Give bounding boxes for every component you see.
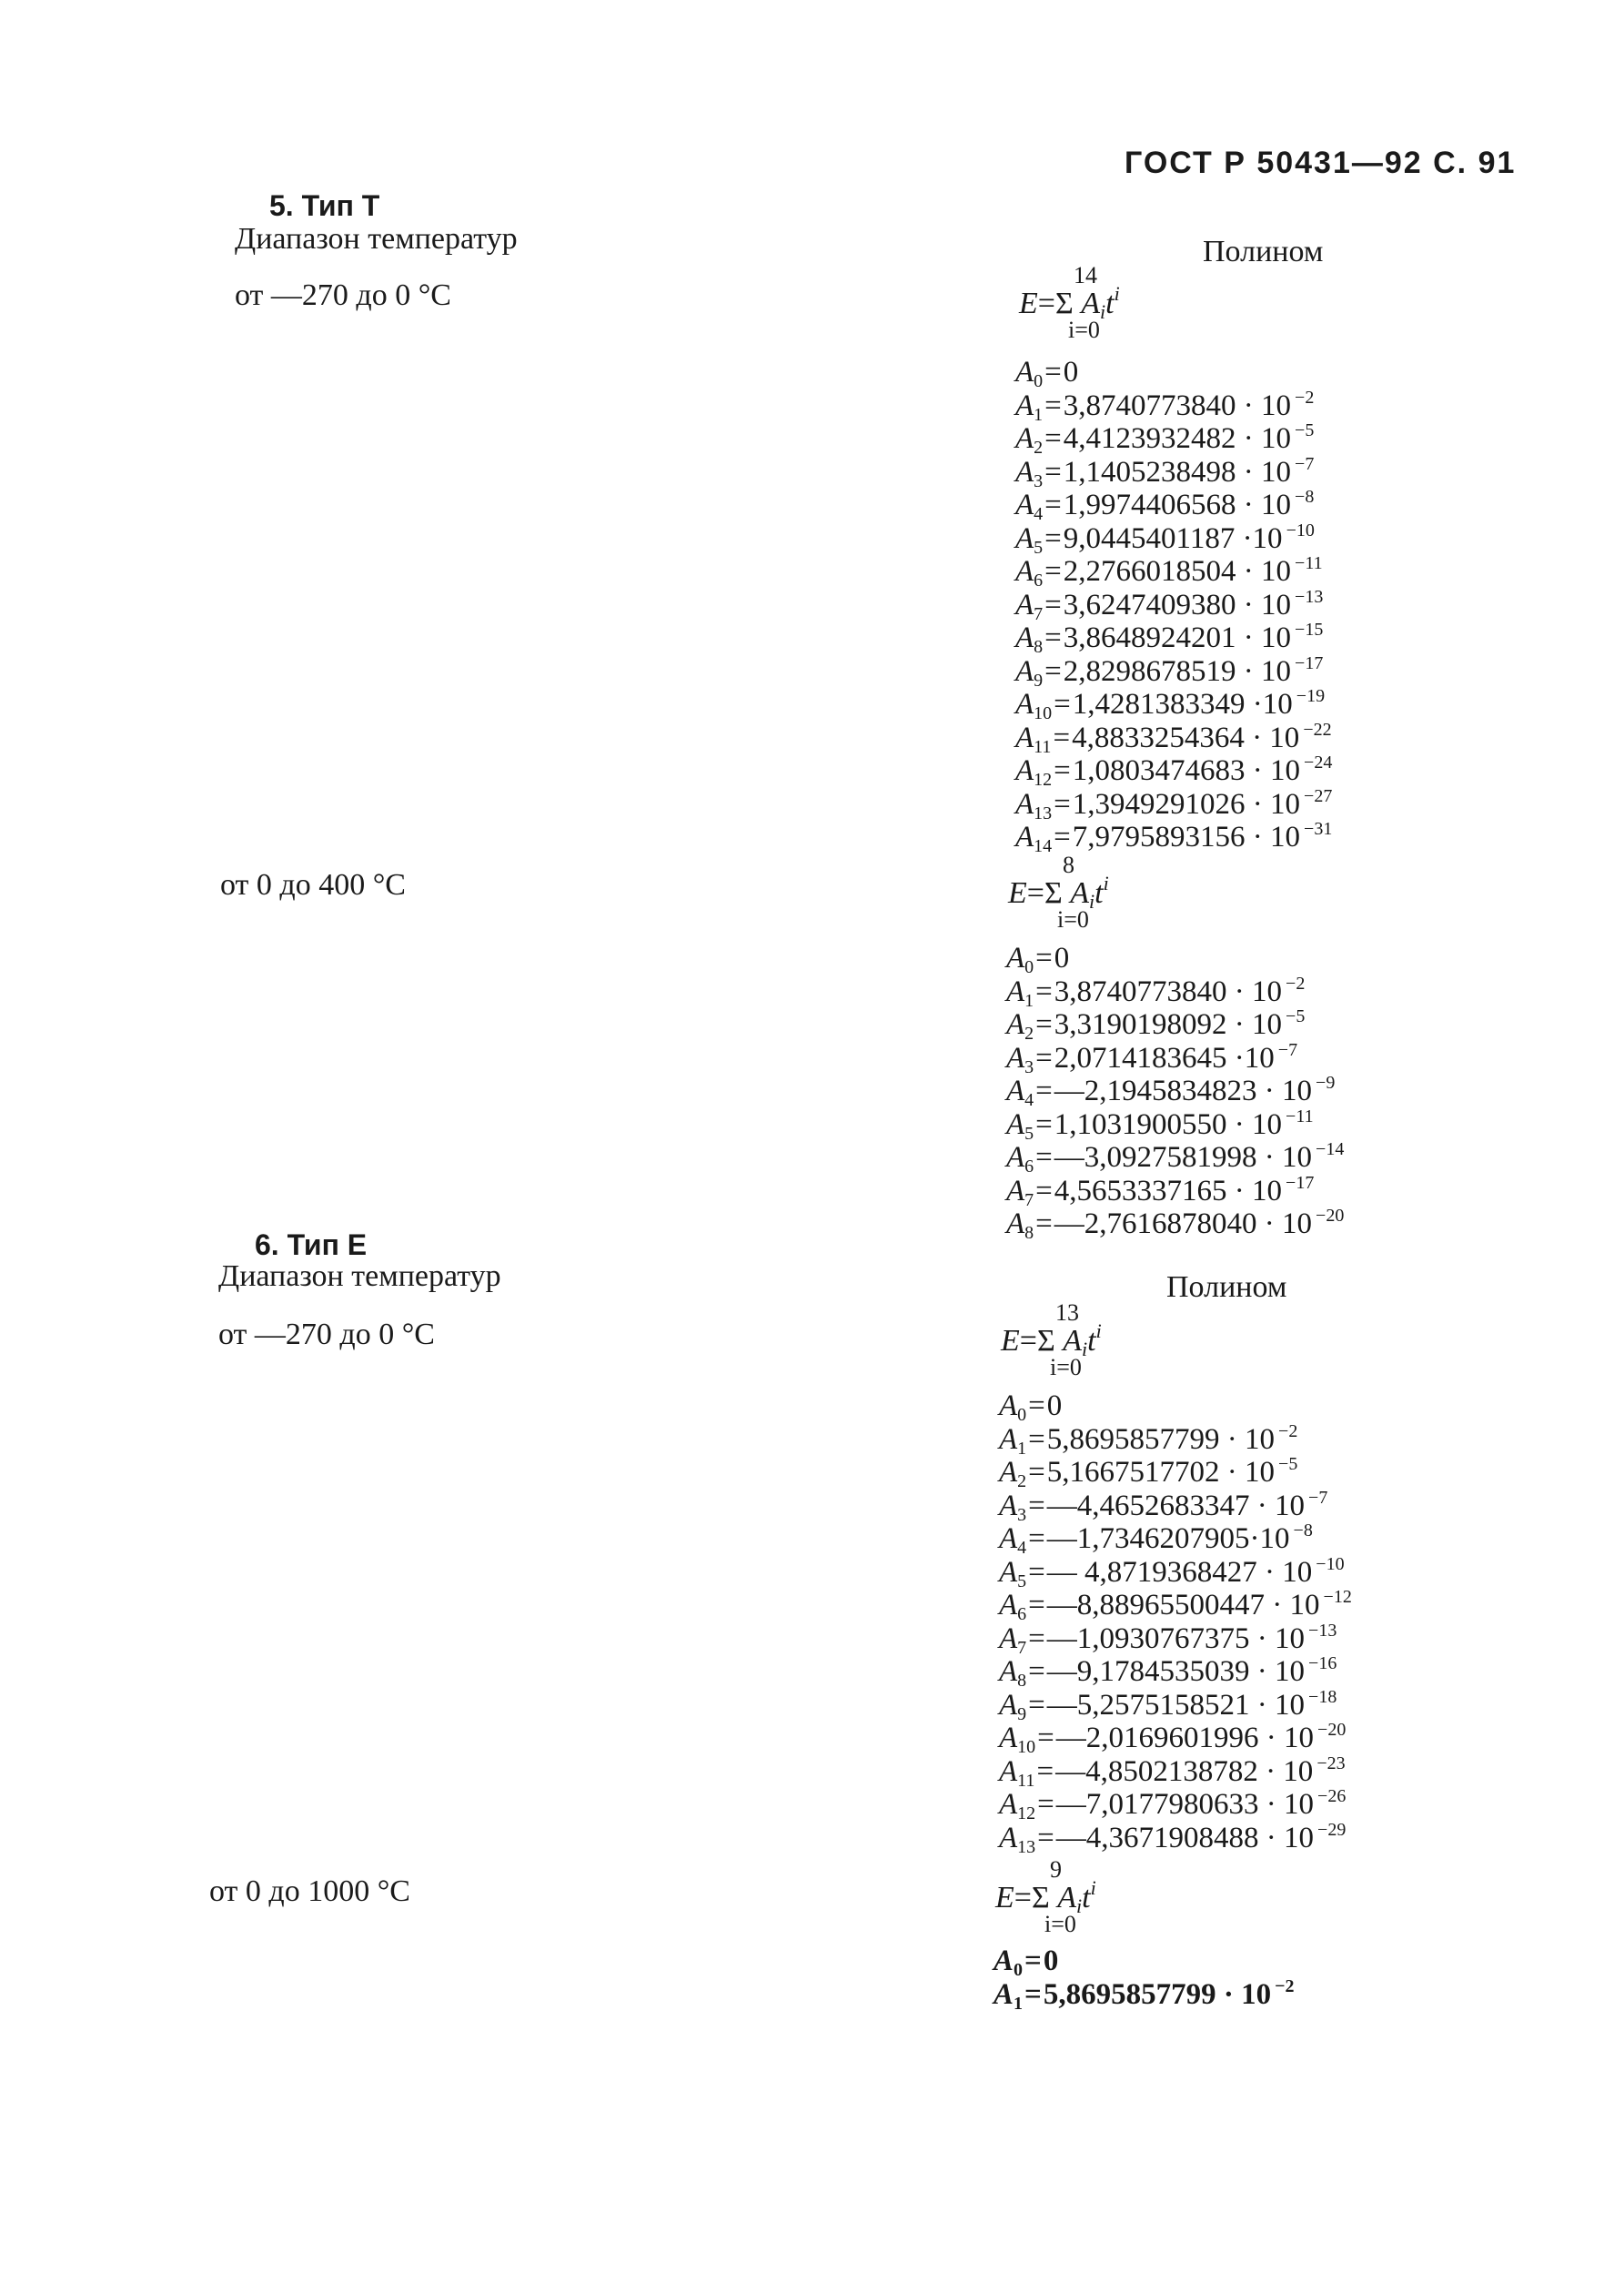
coefficient-exponent: −18 (1308, 1686, 1337, 1707)
coefficient-row: $A_1=3,8740773840 \cdot 10$ $^{-2}$ (1015, 387, 1315, 425)
coefficient-symbol: $A_1$ (999, 1422, 1027, 1459)
section-heading-type-t: 5. Тип Т (269, 189, 380, 222)
polynomial-title-type-t: Полином (1203, 235, 1324, 268)
formula-type-t-neg: 14 E=Σ $A_it^i$ i=0 (1019, 262, 1120, 343)
coefficient-value: 1,3949291026 · 10 (1072, 787, 1301, 821)
coefficient-exponent: −7 (1277, 1039, 1298, 1060)
coefficient-row: $A_1=5,8695857799 \cdot 10$ $^{-2}$ (999, 1420, 1298, 1459)
coefficient-value: 2,0714183645 ·10 (1054, 1041, 1275, 1075)
coefficient-symbol: $A_3$ (1015, 455, 1044, 491)
coefficient-symbol: $A_{11}$ (999, 1754, 1035, 1791)
coefficient-symbol: $A_5$ (1015, 521, 1044, 558)
coefficient-row: $A_{13}=1,3949291026 \cdot 10$ $^{-27}$ (1015, 785, 1333, 823)
coefficient-row: $A_8=3,8648924201 \cdot 10$ $^{-15}$ (1015, 620, 1324, 657)
coefficient-value: — 4,8719368427 · 10 (1046, 1555, 1313, 1589)
coefficient-exponent: −2 (1295, 387, 1315, 408)
coefficient-symbol: $A_4$ (1006, 1075, 1034, 1110)
coefficient-symbol: $A_7$ (1006, 1174, 1034, 1210)
coefficient-row: $A_8=—2,7616878040 \cdot 10$ $^{-20}$ (1006, 1206, 1345, 1243)
coefficient-row: $A_4=—2,1945834823 \cdot 10$ $^{-9}$ (1006, 1073, 1336, 1110)
coefficient-value: 0 (1063, 356, 1079, 389)
coefficient-row: $A_4=—1,7346207905\cdot 10$ $^{-8}$ (999, 1520, 1313, 1558)
coefficient-exponent: −19 (1296, 686, 1326, 706)
coefficient-value: 2,8298678519 · 10 (1063, 654, 1292, 688)
coefficient-exponent: −17 (1295, 652, 1324, 673)
coefficient-row: $A_3=—4,4652683347 \cdot 10$ $^{-7}$ (999, 1487, 1328, 1525)
coefficient-exponent: −31 (1304, 819, 1333, 839)
coefficient-row: $A_9=2,8298678519 \cdot 10$ $^{-17}$ (1015, 652, 1324, 691)
coefficient-row: $A_{12}=—7,0177980633 \cdot 10$ $^{-26}$ (999, 1786, 1347, 1823)
coefficient-value: 3,6247409380 · 10 (1063, 588, 1292, 621)
coefficient-value: 0 (1054, 942, 1070, 975)
coefficient-exponent: −11 (1286, 1106, 1314, 1126)
coefficient-row: $A_0=0$ (994, 1945, 1059, 1980)
coefficient-value: 1,1405238498 · 10 (1063, 455, 1292, 489)
coefficient-symbol: $A_1$ (994, 1977, 1024, 2014)
formula-type-e-pos: 9 E=Σ $A_it^i$ i=0 (995, 1856, 1096, 1937)
coefficient-value: —4,8502138782 · 10 (1055, 1754, 1314, 1788)
coefficient-symbol: $A_{10}$ (999, 1722, 1036, 1757)
coefficient-row: $A_4=1,9974406568 \cdot 10$ $^{-8}$ (1015, 487, 1315, 524)
coefficient-symbol: $A_7$ (1015, 588, 1044, 624)
coefficient-value: 4,4123932482 · 10 (1063, 422, 1292, 455)
coefficient-exponent: −7 (1295, 453, 1315, 474)
coefficient-value: —2,0169601996 · 10 (1055, 1722, 1315, 1754)
coefficient-symbol: $A_{11}$ (1015, 721, 1052, 757)
coefficient-exponent: −8 (1293, 1520, 1313, 1541)
range-label-type-e: Диапазон температур (218, 1259, 501, 1293)
coefficient-symbol: $A_{12}$ (1015, 754, 1053, 790)
coefficient-value: 3,8740773840 · 10 (1054, 975, 1283, 1008)
coefficient-symbol: $A_0$ (1015, 356, 1044, 391)
coefficient-list-type-t-pos (1006, 934, 1345, 1243)
range-type-e-pos: от 0 до 1000 °С (209, 1874, 410, 1908)
coefficient-value: 1,9974406568 · 10 (1063, 489, 1292, 521)
coefficient-exponent: −29 (1317, 1819, 1347, 1840)
coefficient-value: 1,1031900550 · 10 (1054, 1107, 1283, 1141)
coefficient-exponent: −5 (1278, 1454, 1298, 1474)
coefficient-symbol: $A_3$ (1006, 1041, 1034, 1077)
coefficient-symbol: $A_9$ (1015, 654, 1044, 691)
coefficient-symbol: $A_8$ (1006, 1207, 1034, 1243)
coefficient-row: $A_5=—$ 4,8719368427 · 10 $^{-10}$ (999, 1553, 1345, 1591)
coefficient-value: 3,8740773840 · 10 (1063, 389, 1292, 422)
coefficient-value: —7,0177980633 · 10 (1055, 1788, 1315, 1821)
coefficient-symbol: $A_0$ (994, 1945, 1024, 1980)
coefficient-value: —8,88965500447 · 10 (1046, 1589, 1320, 1621)
coefficient-exponent: −5 (1286, 1006, 1306, 1026)
coefficient-row: $A_0=0$ (1006, 942, 1070, 977)
coefficient-exponent: −16 (1308, 1653, 1337, 1673)
coefficient-exponent: −24 (1304, 753, 1333, 773)
coefficient-symbol: $A_6$ (1006, 1141, 1034, 1177)
range-type-e-neg: от —270 до 0 °С (218, 1318, 435, 1351)
coefficient-exponent: −2 (1286, 973, 1306, 994)
coefficient-value: 0 (1043, 1945, 1059, 1977)
coefficient-list-type-t-neg (1015, 348, 1333, 856)
coefficient-symbol: $A_{13}$ (1015, 787, 1053, 823)
coefficient-exponent: −13 (1295, 586, 1324, 607)
coefficient-exponent: −15 (1295, 620, 1324, 640)
coefficient-symbol: $A_2$ (1006, 1008, 1034, 1044)
coefficient-row: $A_5=9,0445401187 \cdot 10$ $^{-10}$ (1015, 520, 1315, 558)
page-header: ГОСТ Р 50431—92 С. 91 (1125, 146, 1517, 180)
coefficient-row: $A_{12}=1,0803474683 \cdot 10$ $^{-24}$ (1015, 753, 1333, 790)
coefficient-value: —1,7346207905·10 (1046, 1522, 1290, 1555)
coefficient-row: $A_{14}=7,9795893156 \cdot 10$ $^{-31}$ (1015, 819, 1333, 856)
coefficient-value: 3,8648924201 · 10 (1063, 621, 1292, 654)
coefficient-symbol: $A_7$ (999, 1621, 1027, 1658)
formula-type-t-pos: 8 E=Σ $A_it^i$ i=0 (1008, 852, 1109, 933)
coefficient-value: —1,0930767375 · 10 (1046, 1621, 1306, 1655)
coefficient-symbol: $A_2$ (999, 1456, 1027, 1491)
coefficient-symbol: $A_4$ (1015, 489, 1044, 524)
coefficient-row: $A_8=—9,1784535039 \cdot 10$ $^{-16}$ (999, 1653, 1337, 1691)
coefficient-exponent: −13 (1308, 1620, 1337, 1641)
coefficient-exponent: −7 (1308, 1487, 1328, 1508)
coefficient-exponent: −2 (1278, 1420, 1298, 1441)
coefficient-row: $A_2=5,1667517702 \cdot 10$ $^{-5}$ (999, 1454, 1298, 1491)
coefficient-list-type-e-neg (999, 1381, 1352, 1857)
coefficient-exponent: −22 (1303, 719, 1332, 740)
coefficient-row: $A_{10}=—2,0169601996 \cdot 10$ $^{-20}$ (999, 1720, 1347, 1757)
coefficient-value: 2,2766018504 · 10 (1063, 555, 1292, 588)
coefficient-list-type-e-pos (994, 1936, 1295, 2014)
coefficient-value: —9,1784535039 · 10 (1046, 1655, 1306, 1688)
coefficient-row: $A_{11}=4,8833254364 \cdot 10$ $^{-22}$ (1015, 719, 1332, 757)
coefficient-value: 0 (1046, 1389, 1063, 1422)
coefficient-symbol: $A_1$ (1015, 389, 1044, 425)
formula-type-e-neg: 13 E=Σ $A_it^i$ i=0 (1001, 1299, 1102, 1380)
coefficient-value: 5,8695857799 · 10 (1046, 1422, 1276, 1456)
coefficient-value: 5,8695857799 · 10 (1043, 1977, 1272, 2011)
polynomial-title-type-e: Полином (1166, 1270, 1287, 1304)
coefficient-value: —4,4652683347 · 10 (1046, 1489, 1306, 1522)
coefficient-exponent: −17 (1286, 1172, 1315, 1193)
coefficient-value: 1,0803474683 · 10 (1072, 754, 1301, 787)
coefficient-row: $A_2=4,4123932482 \cdot 10$ $^{-5}$ (1015, 420, 1315, 458)
coefficient-value: 9,0445401187 ·10 (1063, 521, 1283, 555)
coefficient-exponent: −12 (1323, 1587, 1352, 1607)
coefficient-symbol: $A_0$ (999, 1389, 1027, 1425)
coefficient-exponent: −10 (1316, 1553, 1345, 1574)
coefficient-symbol: $A_{10}$ (1015, 688, 1053, 723)
coefficient-exponent: −5 (1295, 420, 1315, 440)
coefficient-symbol: $A_{14}$ (1015, 821, 1053, 856)
coefficient-value: 3,3190198092 · 10 (1054, 1008, 1283, 1041)
coefficient-value: —2,7616878040 · 10 (1054, 1207, 1313, 1240)
coefficient-symbol: $A_9$ (999, 1688, 1027, 1724)
coefficient-value: 7,9795893156 · 10 (1072, 821, 1301, 854)
coefficient-row: $A_{10}=1,4281383349 \cdot 10$ $^{-19}$ (1015, 686, 1326, 723)
coefficient-symbol: $A_5$ (1006, 1107, 1034, 1144)
coefficient-row: $A_6=—8,88965500447 \cdot 10$ $^{-12}$ (999, 1587, 1352, 1624)
coefficient-exponent: −14 (1316, 1139, 1345, 1159)
coefficient-value: —3,0927581998 · 10 (1054, 1141, 1313, 1174)
coefficient-symbol: $A_4$ (999, 1522, 1027, 1558)
coefficient-exponent: −23 (1316, 1753, 1346, 1773)
coefficient-exponent: −8 (1295, 487, 1315, 507)
range-type-t-pos: от 0 до 400 °С (220, 868, 406, 902)
coefficient-exponent: −2 (1275, 1975, 1295, 1996)
coefficient-row: $A_{13}=—4,3671908488 \cdot 10$ $^{-29}$ (999, 1819, 1347, 1857)
coefficient-exponent: −26 (1317, 1786, 1347, 1806)
coefficient-row: $A_7=3,6247409380 \cdot 10$ $^{-13}$ (1015, 586, 1324, 624)
coefficient-exponent: −10 (1286, 520, 1315, 540)
coefficient-symbol: $A_8$ (1015, 621, 1044, 657)
coefficient-exponent: −20 (1317, 1720, 1347, 1740)
coefficient-symbol: $A_2$ (1015, 422, 1044, 458)
coefficient-value: 4,5653337165 · 10 (1054, 1174, 1283, 1207)
coefficient-row: $A_1=3,8740773840 \cdot 10$ $^{-2}$ (1006, 973, 1306, 1011)
coefficient-row: $A_7=—1,0930767375 \cdot 10$ $^{-13}$ (999, 1620, 1337, 1658)
coefficient-exponent: −11 (1295, 553, 1323, 573)
range-label-type-t: Диапазон температур (235, 222, 518, 256)
coefficient-value: —2,1945834823 · 10 (1054, 1075, 1313, 1107)
coefficient-value: —5,2575158521 · 10 (1046, 1688, 1306, 1722)
section-heading-type-e: 6. Тип Е (255, 1228, 368, 1261)
coefficient-row: $A_6=—3,0927581998 \cdot 10$ $^{-14}$ (1006, 1139, 1345, 1177)
coefficient-exponent: −9 (1316, 1073, 1336, 1093)
coefficient-symbol: $A_{13}$ (999, 1821, 1036, 1857)
coefficient-symbol: $A_5$ (999, 1555, 1027, 1591)
range-type-t-neg: от —270 до 0 °С (235, 278, 451, 312)
coefficient-value: 5,1667517702 · 10 (1046, 1456, 1276, 1489)
coefficient-row: $A_9=—5,2575158521 \cdot 10$ $^{-18}$ (999, 1686, 1337, 1724)
coefficient-row: $A_1=5,8695857799 \cdot 10$ $^{-2}$ (994, 1975, 1295, 2014)
coefficient-row: $A_2=3,3190198092 \cdot 10$ $^{-5}$ (1006, 1006, 1306, 1044)
coefficient-exponent: −20 (1316, 1206, 1345, 1226)
coefficient-row: $A_5=1,1031900550 \cdot 10$ $^{-11}$ (1006, 1106, 1314, 1144)
coefficient-symbol: $A_0$ (1006, 942, 1034, 977)
coefficient-row: $A_6=2,2766018504 \cdot 10$ $^{-11}$ (1015, 553, 1323, 591)
coefficient-row: $A_3=2,0714183645 \cdot 10$ $^{-7}$ (1006, 1039, 1298, 1077)
coefficient-symbol: $A_{12}$ (999, 1788, 1036, 1823)
coefficient-symbol: $A_6$ (1015, 555, 1044, 591)
coefficient-symbol: $A_8$ (999, 1655, 1027, 1691)
coefficient-symbol: $A_1$ (1006, 975, 1034, 1011)
coefficient-row: $A_0=0$ (1015, 356, 1079, 391)
coefficient-value: —4,3671908488 · 10 (1055, 1821, 1315, 1854)
coefficient-value: 1,4281383349 ·10 (1072, 688, 1293, 721)
coefficient-row: $A_0=0$ (999, 1389, 1063, 1425)
coefficient-row: $A_7=4,5653337165 \cdot 10$ $^{-17}$ (1006, 1172, 1315, 1210)
coefficient-exponent: −27 (1304, 785, 1333, 806)
coefficient-symbol: $A_3$ (999, 1489, 1027, 1525)
coefficient-symbol: $A_6$ (999, 1589, 1027, 1624)
coefficient-row: $A_{11}=—4,8502138782 \cdot 10$ $^{-23}$ (999, 1753, 1346, 1791)
coefficient-row: $A_3=1,1405238498 \cdot 10$ $^{-7}$ (1015, 453, 1315, 491)
coefficient-value: 4,8833254364 · 10 (1072, 721, 1300, 754)
